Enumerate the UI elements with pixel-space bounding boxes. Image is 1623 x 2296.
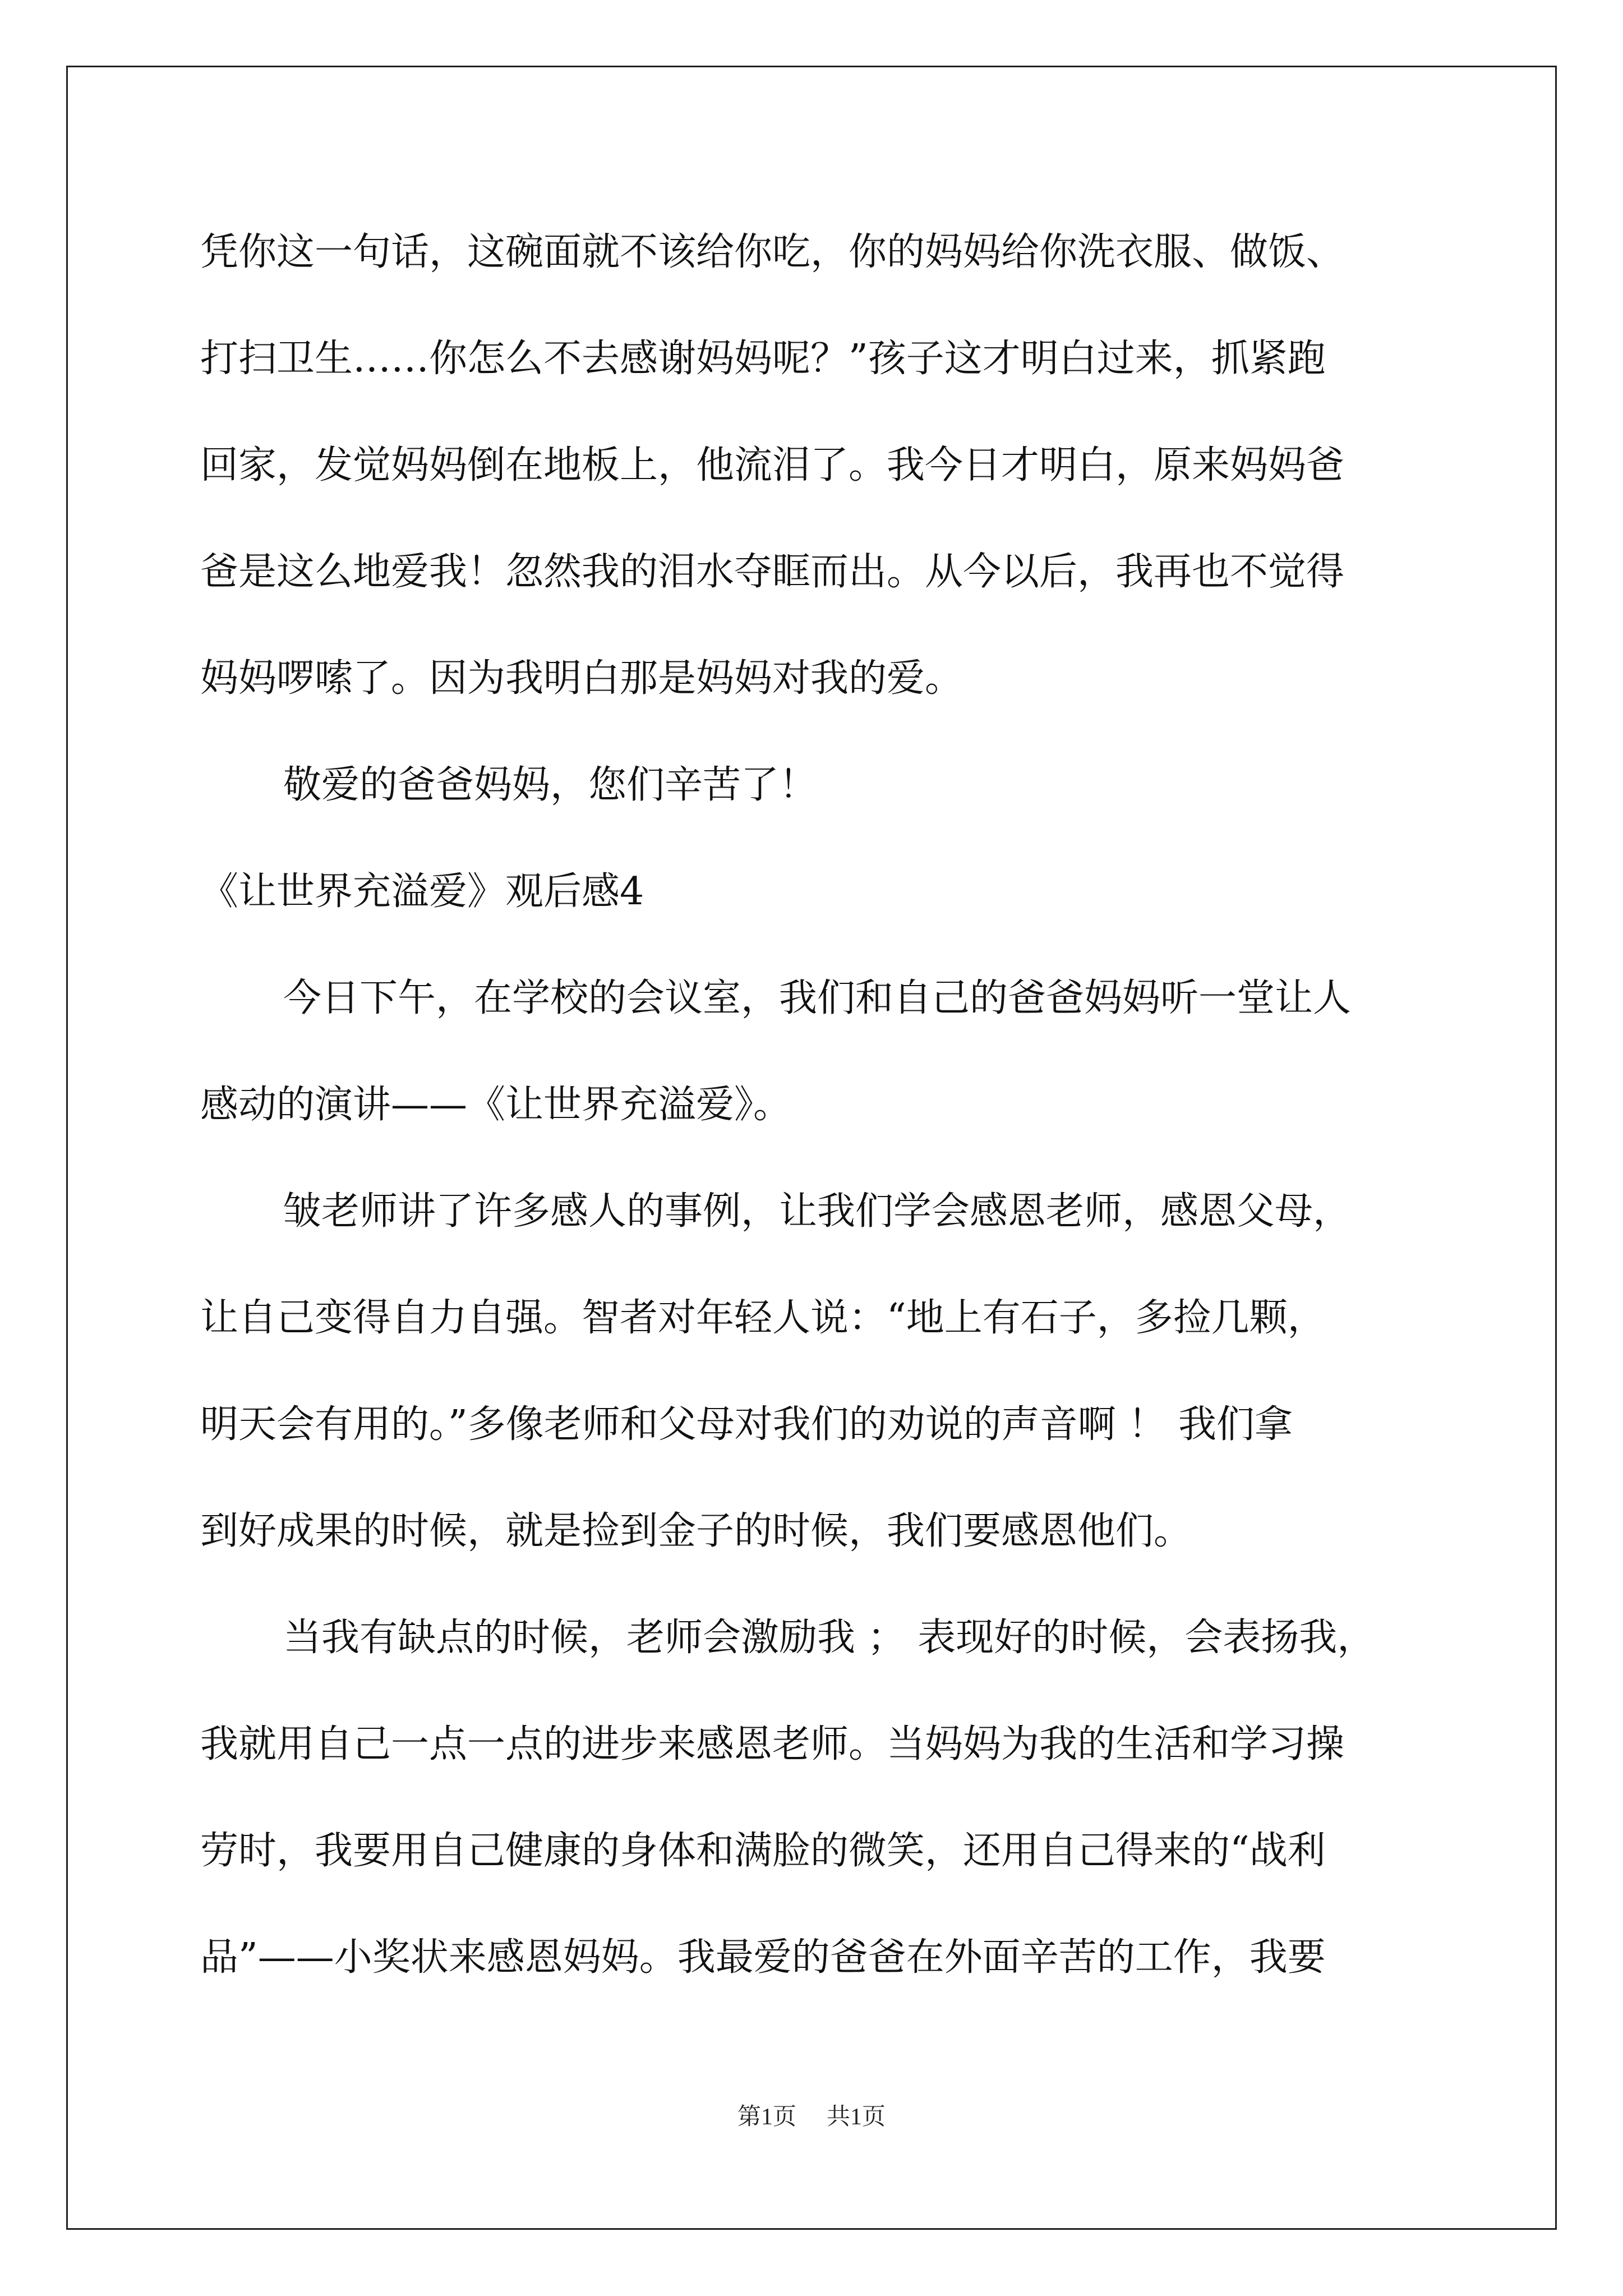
paragraph [200, 945, 1456, 1158]
paragraph [200, 1158, 1456, 1585]
page-footer [0, 2098, 1623, 2132]
document-body [200, 199, 1456, 2011]
text-line: 让自己变得自力自强。智者对年轻人说：“地上有石子，多捡几颗， [200, 1296, 1326, 1340]
text-line: 今日下午，在学校的会议室，我们和自己的爸爸妈妈听一堂让人 [283, 976, 1352, 1020]
paragraph [200, 1585, 1456, 2011]
text-line: 爸是这么地爱我！忽然我的泪水夺眶而出。从今以后，我再也不觉得 [200, 550, 1345, 594]
text-line: 打扫卫生……你怎么不去感谢妈妈呢？”孩子这才明白过来，抓紧跑 [200, 337, 1326, 381]
text-line: 当我有缺点的时候，老师会激励我 ； 表现好的时候，会表扬我， [283, 1616, 1376, 1660]
text-line: 品”——小奖状来感恩妈妈。我最爱的爸爸在外面辛苦的工作，我要 [200, 1935, 1326, 1980]
text-line: 凭你这一句话，这碗面就不该给你吃，你的妈妈给你洗衣服、做饭、 [200, 230, 1345, 274]
text-line: 妈妈啰嗦了。因为我明白那是妈妈对我的爱。 [200, 656, 963, 701]
total-pages: 共1页 [827, 2104, 886, 2130]
current-page-number: 第1页 [737, 2104, 796, 2130]
text-line: 皱老师讲了许多感人的事例，让我们学会感恩老师，感恩父母， [283, 1189, 1352, 1234]
text-line: 感动的演讲——《让世界充溢爱》。 [200, 1083, 792, 1127]
text-line: 敬爱的爸爸妈妈，您们辛苦了！ [283, 763, 818, 807]
text-line: 明天会有用的。”多像老师和父母对我们的劝说的声音啊 ！ 我们拿 [200, 1402, 1293, 1447]
text-line: 我就用自己一点一点的进步来感恩老师。当妈妈为我的生活和学习操 [200, 1722, 1345, 1766]
text-line: 到好成果的时候，就是捡到金子的时候，我们要感恩他们。 [200, 1509, 1192, 1553]
text-line: 回家，发觉妈妈倒在地板上，他流泪了。我今日才明白，原来妈妈爸 [200, 443, 1345, 487]
section-heading: 《让世界充溢爱》观后感4 [200, 869, 644, 914]
paragraph [200, 732, 1456, 839]
paragraph [200, 199, 1456, 732]
text-line: 劳时，我要用自己健康的身体和满脸的微笑，还用自己得来的“战利 [200, 1829, 1326, 1873]
